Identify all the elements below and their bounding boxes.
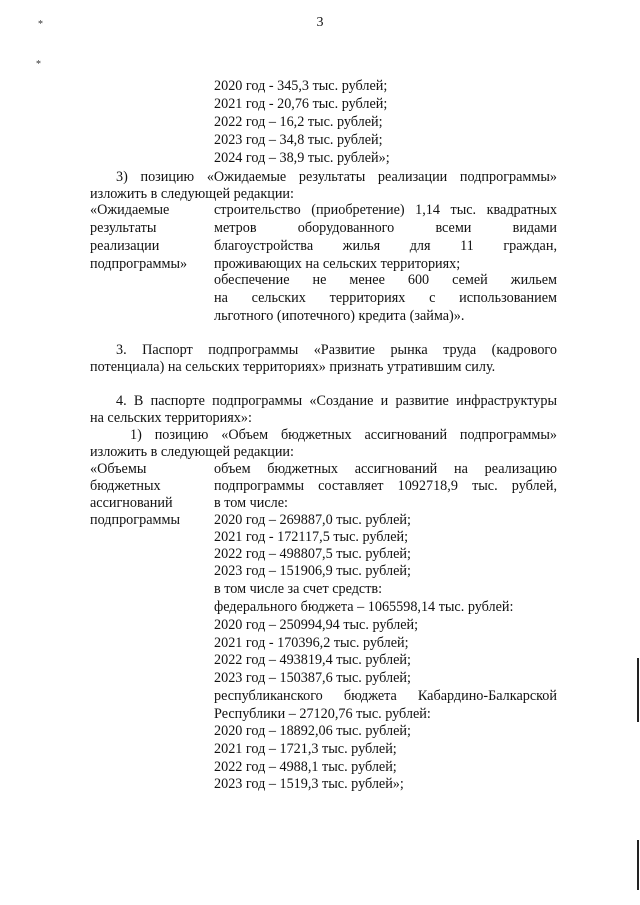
text-line: 2021 год - 172117,5 тыс. рублей; bbox=[214, 529, 409, 545]
text-line: подпрограммы составляет 1092718,9 тыс. рублей, bbox=[214, 478, 557, 494]
text-line: обеспечение не менее 600 семей жильем bbox=[214, 272, 557, 288]
text-line: федерального бюджета – 1065598,14 тыс. рублей: bbox=[214, 599, 514, 615]
page-number: 3 bbox=[316, 15, 324, 30]
text-line: проживающих на сельских территориях; bbox=[214, 256, 461, 272]
text-line: 2023 год – 1519,3 тыс. рублей»; bbox=[214, 776, 404, 792]
text-line: 2023 год – 151906,9 тыс. рублей; bbox=[214, 563, 411, 579]
text-line: 2022 год – 4988,1 тыс. рублей; bbox=[214, 759, 397, 775]
label-line: реализации bbox=[90, 238, 160, 254]
text-line: объем бюджетных ассигнований на реализацию bbox=[214, 461, 557, 477]
text-line: в том числе за счет средств: bbox=[214, 581, 383, 597]
text-line: 2020 год – 18892,06 тыс. рублей; bbox=[214, 723, 411, 739]
label-line: подпрограммы bbox=[90, 512, 180, 528]
scan-edge-line bbox=[637, 658, 639, 722]
text-line: льготного (ипотечного) кредита (займа)». bbox=[214, 308, 465, 324]
label-line: подпрограммы» bbox=[90, 256, 188, 272]
year-line: 2023 год – 34,8 тыс. рублей; bbox=[214, 132, 383, 148]
label-line: ассигнований bbox=[90, 495, 173, 511]
label-line: результаты bbox=[90, 220, 157, 236]
text-line: 2022 год – 493819,4 тыс. рублей; bbox=[214, 652, 411, 668]
paragraph-4-cont: на сельских территориях»: bbox=[90, 410, 252, 426]
text-line: республиканского бюджета Кабардино-Балкарской bbox=[214, 688, 557, 704]
scan-edge-line-lower bbox=[637, 840, 639, 890]
item1-heading-cont: изложить в следующей редакции: bbox=[90, 444, 294, 460]
text-line: 2022 год – 498807,5 тыс. рублей; bbox=[214, 546, 411, 562]
text-line: 2021 год – 1721,3 тыс. рублей; bbox=[214, 741, 397, 757]
text-line: 2023 год – 150387,6 тыс. рублей; bbox=[214, 670, 411, 686]
margin-mark-top: * bbox=[38, 19, 43, 30]
text-line: на сельских территориях с использованием bbox=[214, 290, 557, 306]
label-line: «Ожидаемые bbox=[90, 202, 170, 218]
year-line: 2020 год - 345,3 тыс. рублей; bbox=[214, 78, 388, 94]
item3-heading-cont: изложить в следующей редакции: bbox=[90, 186, 294, 202]
year-line: 2022 год – 16,2 тыс. рублей; bbox=[214, 114, 383, 130]
text-line: метров оборудованного всеми видами bbox=[214, 220, 557, 236]
paragraph-3-cont: потенциала) на сельских территориях» признать утратившим силу. bbox=[90, 359, 496, 375]
year-line: 2021 год - 20,76 тыс. рублей; bbox=[214, 96, 388, 112]
item1-heading: 1) позицию «Объем бюджетных ассигнований подпрограммы» bbox=[130, 427, 557, 443]
label-line: бюджетных bbox=[90, 478, 161, 494]
label-line: «Объемы bbox=[90, 461, 147, 477]
text-line: 2020 год – 250994,94 тыс. рублей; bbox=[214, 617, 419, 633]
margin-mark-second: * bbox=[36, 59, 41, 70]
text-line: Республики – 27120,76 тыс. рублей: bbox=[214, 706, 431, 722]
text-line: строительство (приобретение) 1,14 тыс. квадратных bbox=[214, 202, 557, 218]
text-line: в том числе: bbox=[214, 495, 288, 511]
text-line: 2021 год - 170396,2 тыс. рублей; bbox=[214, 635, 409, 651]
paragraph-4: 4. В паспорте подпрограммы «Создание и развитие инфраструктуры bbox=[116, 393, 557, 409]
text-line: благоустройства жилья для 11 граждан, bbox=[214, 238, 557, 254]
year-line: 2024 год – 38,9 тыс. рублей»; bbox=[214, 150, 390, 166]
text-line: 2020 год – 269887,0 тыс. рублей; bbox=[214, 512, 411, 528]
item3-heading: 3) позицию «Ожидаемые результаты реализации подпрограммы» bbox=[116, 169, 557, 185]
paragraph-3: 3. Паспорт подпрограммы «Развитие рынка труда (кадрового bbox=[116, 342, 557, 358]
